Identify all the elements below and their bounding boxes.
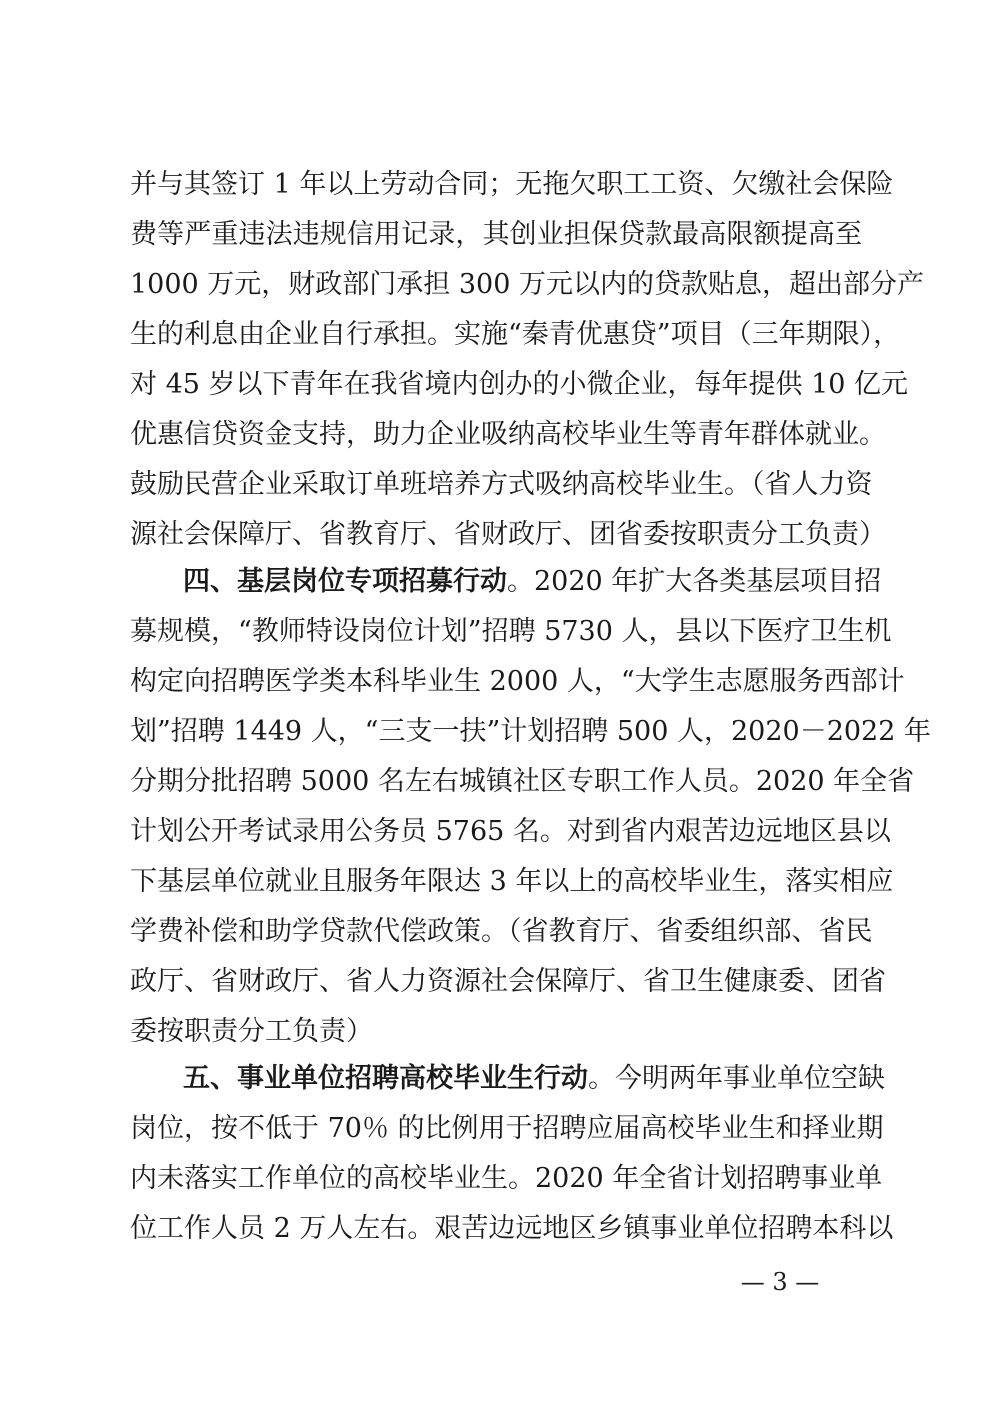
- paragraph-line: 1000 万元，财政部门承担 300 万元以内的贷款贴息，超出部分产: [130, 269, 924, 300]
- paragraph-line: 募规模，“教师特设岗位计划”招聘 5730 人，县以下医疗卫生机: [130, 616, 892, 647]
- section-4-text: 。2020 年扩大各类基层项目招: [507, 566, 882, 597]
- paragraph-line: 鼓励民营企业采取订单班培养方式吸纳高校毕业生。（省人力资: [130, 469, 873, 500]
- paragraph-line: 对 45 岁以下青年在我省境内创办的小微企业，每年提供 10 亿元: [130, 369, 909, 400]
- paragraph-line: 构定向招聘医学类本科毕业生 2000 人，“大学生志愿服务西部计: [130, 666, 905, 697]
- paragraph-line: 分期分批招聘 5000 名左右城镇社区专职工作人员。2020 年全省: [130, 766, 915, 797]
- section-4-heading: 四、基层岗位专项招募行动: [183, 566, 507, 597]
- section-4-first-line: [183, 558, 882, 606]
- section-5-first-line: [183, 1055, 885, 1103]
- section-5-text: 。今明两年事业单位空缺: [588, 1063, 885, 1094]
- paragraph-line: 委按职责分工负责）: [130, 1016, 373, 1047]
- section-5-heading: 五、事业单位招聘高校毕业生行动: [183, 1063, 588, 1094]
- paragraph-line: 源社会保障厅、省教育厅、省财政厅、团省委按职责分工负责）: [130, 519, 886, 550]
- paragraph-line: 计划公开考试录用公务员 5765 名。对到省内艰苦边远地区县以: [130, 816, 891, 847]
- paragraph-line: 划”招聘 1449 人，“三支一扶”计划招聘 500 人，2020－2022 年: [130, 716, 931, 747]
- paragraph-line: 内未落实工作单位的高校毕业生。2020 年全省计划招聘事业单: [130, 1163, 883, 1194]
- paragraph-line: 并与其签订 1 年以上劳动合同；无拖欠职工工资、欠缴社会保险: [130, 169, 894, 200]
- paragraph-line: 政厅、省财政厅、省人力资源社会保障厅、省卫生健康委、团省: [130, 966, 886, 997]
- paragraph-line: 生的利息由企业自行承担。实施“秦青优惠贷”项目（三年期限），: [130, 319, 901, 350]
- page-number: — 3 —: [740, 1268, 820, 1296]
- paragraph-line: 学费补偿和助学贷款代偿政策。（省教育厅、省委组织部、省民: [130, 916, 873, 947]
- paragraph-line: 岗位，按不低于 70％ 的比例用于招聘应届高校毕业生和择业期: [130, 1113, 884, 1144]
- paragraph-line: 优惠信贷资金支持，助力企业吸纳高校毕业生等青年群体就业。: [130, 419, 886, 450]
- paragraph-line: 费等严重违法违规信用记录，其创业担保贷款最高限额提高至: [130, 219, 862, 250]
- paragraph-line: 位工作人员 2 万人左右。艰苦边远地区乡镇事业单位招聘本科以: [130, 1213, 894, 1244]
- paragraph-line: 下基层单位就业且服务年限达 3 年以上的高校毕业生，落实相应: [130, 866, 894, 897]
